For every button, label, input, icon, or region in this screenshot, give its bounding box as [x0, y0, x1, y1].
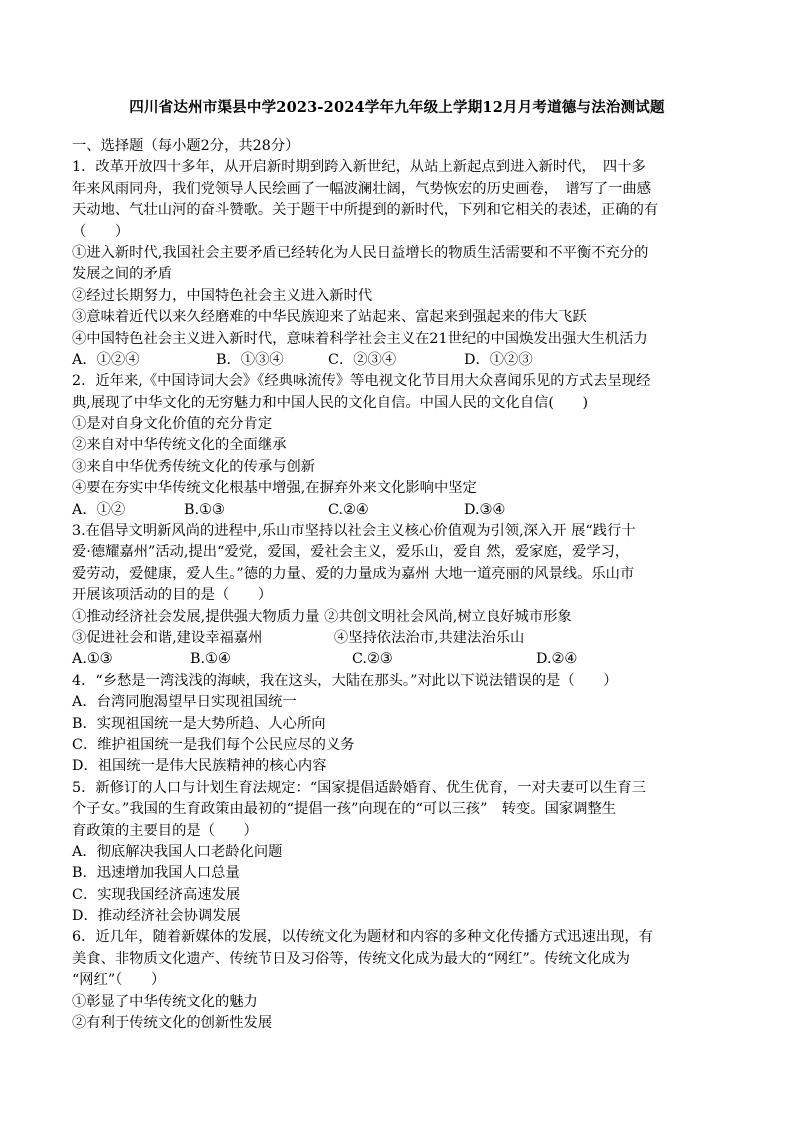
option-b: B．①③④ [216, 351, 284, 368]
question-2 [72, 371, 734, 521]
document-body [72, 136, 734, 1034]
statement-line: ②经过长期努力，中国特色社会主义进入新时代 [72, 287, 373, 304]
question-1 [72, 157, 734, 371]
statement-line: 发展之间的矛盾 [72, 266, 173, 283]
question-6 [72, 927, 734, 1034]
statement-line: ④中国特色社会主义进入新时代，意味着科学社会主义在21世纪的中国焕发出强大生机活力 [72, 330, 648, 347]
option-d: D.③④ [464, 501, 506, 518]
statement-line: ①是对自身文化价值的充分肯定 [72, 416, 273, 433]
question-line: 5．新修订的人口与计划生育法规定：“国家提倡适龄婚育、优生优育，一对夫妻可以生育三 [72, 779, 646, 796]
statement-line: ③意味着近代以来久经磨难的中华民族迎来了站起来、富起来到强起来的伟大飞跃 [72, 309, 587, 326]
statement-line: ①进入新时代,我国社会主要矛盾已经转化为人民日益增长的物质生活需要和不平衡不充分的 [72, 244, 649, 261]
question-line: 育政策的主要目的是（ ） [72, 822, 258, 839]
option-line: A．台湾同胞渴望早日实现祖国统一 [72, 694, 297, 711]
option-c: C．②③④ [328, 351, 397, 368]
option-a: A.①③ [72, 651, 113, 668]
statement-line: ①推动经济社会发展,提供强大物质力量 ②共创文明社会风尚,树立良好城市形象 [72, 608, 572, 625]
question-line: 个子女。”我国的生育政策由最初的“提倡一孩”向现在的“可以三孩” 转变。国家调整生 [72, 801, 617, 818]
statement-line: ③促进社会和谐,建设幸福嘉州 ④坚持依法治市,共建法治乐山 [72, 629, 525, 646]
page-title: 四川省达州市渠县中学2023-2024学年九年级上学期12月月考道德与法治测试题 [129, 99, 665, 116]
statement-line: ②有利于传统文化的创新性发展 [72, 1015, 273, 1032]
option-line: A．彻底解决我国人口老龄化问题 [72, 843, 283, 860]
option-line: C．维护祖国统一是我们每个公民应尽的义务 [72, 736, 355, 753]
answer-options [72, 649, 734, 670]
section-heading: 一、选择题（每小题2分，共28分） [72, 138, 300, 154]
question-line: 3.在倡导文明新风尚的进程中,乐山市坚持以社会主义核心价值观为引领,深入开 展“践行十 [72, 523, 636, 540]
option-a: A．①② [72, 501, 126, 518]
option-line: B．迅速增加我国人口总量 [72, 865, 240, 882]
option-line: D．祖国统一是伟大民族精神的核心内容 [72, 758, 327, 775]
question-line: 4．“乡愁是一湾浅浅的海峡，我在这头，大陆在那头。”对此以下说法错误的是（ ） [72, 672, 618, 689]
question-line: 1．改革开放四十多年，从开启新时期到跨入新世纪，从站上新起点到进入新时代， 四十多 [72, 159, 646, 176]
statement-line: ①彰显了中华传统文化的魅力 [72, 993, 258, 1010]
option-c: C.②③ [352, 651, 393, 668]
question-line: 典,展现了中华文化的无穷魅力和中国人民的文化自信。中国人民的文化自信( ) [72, 394, 589, 411]
statement-line: ③来自中华优秀传统文化的传承与创新 [72, 458, 316, 475]
question-line: 年来风雨同舟，我们党领导人民绘画了一幅波澜壮阔，气势恢宏的历史画卷， 谱写了一曲感 [72, 180, 652, 197]
option-line: B．实现祖国统一是大势所趋、人心所向 [72, 715, 326, 732]
option-line: C．实现我国经济高速发展 [72, 886, 241, 903]
option-a: A．①②④ [72, 351, 140, 368]
option-d: D．①②③ [464, 351, 533, 368]
option-line: D．推动经济社会协调发展 [72, 908, 241, 925]
option-b: B.①④ [190, 651, 231, 668]
question-line: 2．近年来,《中国诗词大会》《经典咏流传》等电视文化节目用大众喜闻乐见的方式去呈现经 [72, 373, 651, 390]
question-line: （ ） [72, 223, 130, 240]
question-line: 天动地、气壮山河的奋斗赞歌。关于题干中所提到的新时代，下列和它相关的表述，正确的有 [72, 202, 659, 219]
option-d: D.②④ [536, 651, 578, 668]
question-line: 爱·德耀嘉州”活动,提出“爱党，爱国，爱社会主义，爱乐山，爱自 然，爱家庭，爱学习， [72, 544, 630, 561]
answer-options [72, 500, 734, 521]
statement-line: ④要在夯实中华传统文化根基中增强,在摒弃外来文化影响中坚定 [72, 480, 477, 497]
question-line: 爱劳动，爱健康，爱人生。”德的力量、爱的力量成为嘉州 大地一道亮丽的风景线。乐山市 [72, 565, 635, 582]
question-line: “网红”（ ） [72, 972, 166, 989]
question-5 [72, 778, 734, 928]
option-b: B.①③ [184, 501, 225, 518]
question-4 [72, 671, 734, 778]
statement-line: ②来自对中华传统文化的全面继承 [72, 437, 287, 454]
question-3 [72, 521, 734, 671]
question-line: 开展该项活动的目的是（ ） [72, 587, 273, 604]
question-line: 美食、非物质文化遗产、传统节日及习俗等，传统文化成为最大的“网红”。传统文化成为 [72, 950, 630, 967]
question-line: 6．近几年，随着新媒体的发展，以传统文化为题材和内容的多种文化传播方式迅速出现，有 [72, 929, 653, 946]
answer-options [72, 350, 734, 371]
option-c: C.②④ [328, 501, 369, 518]
